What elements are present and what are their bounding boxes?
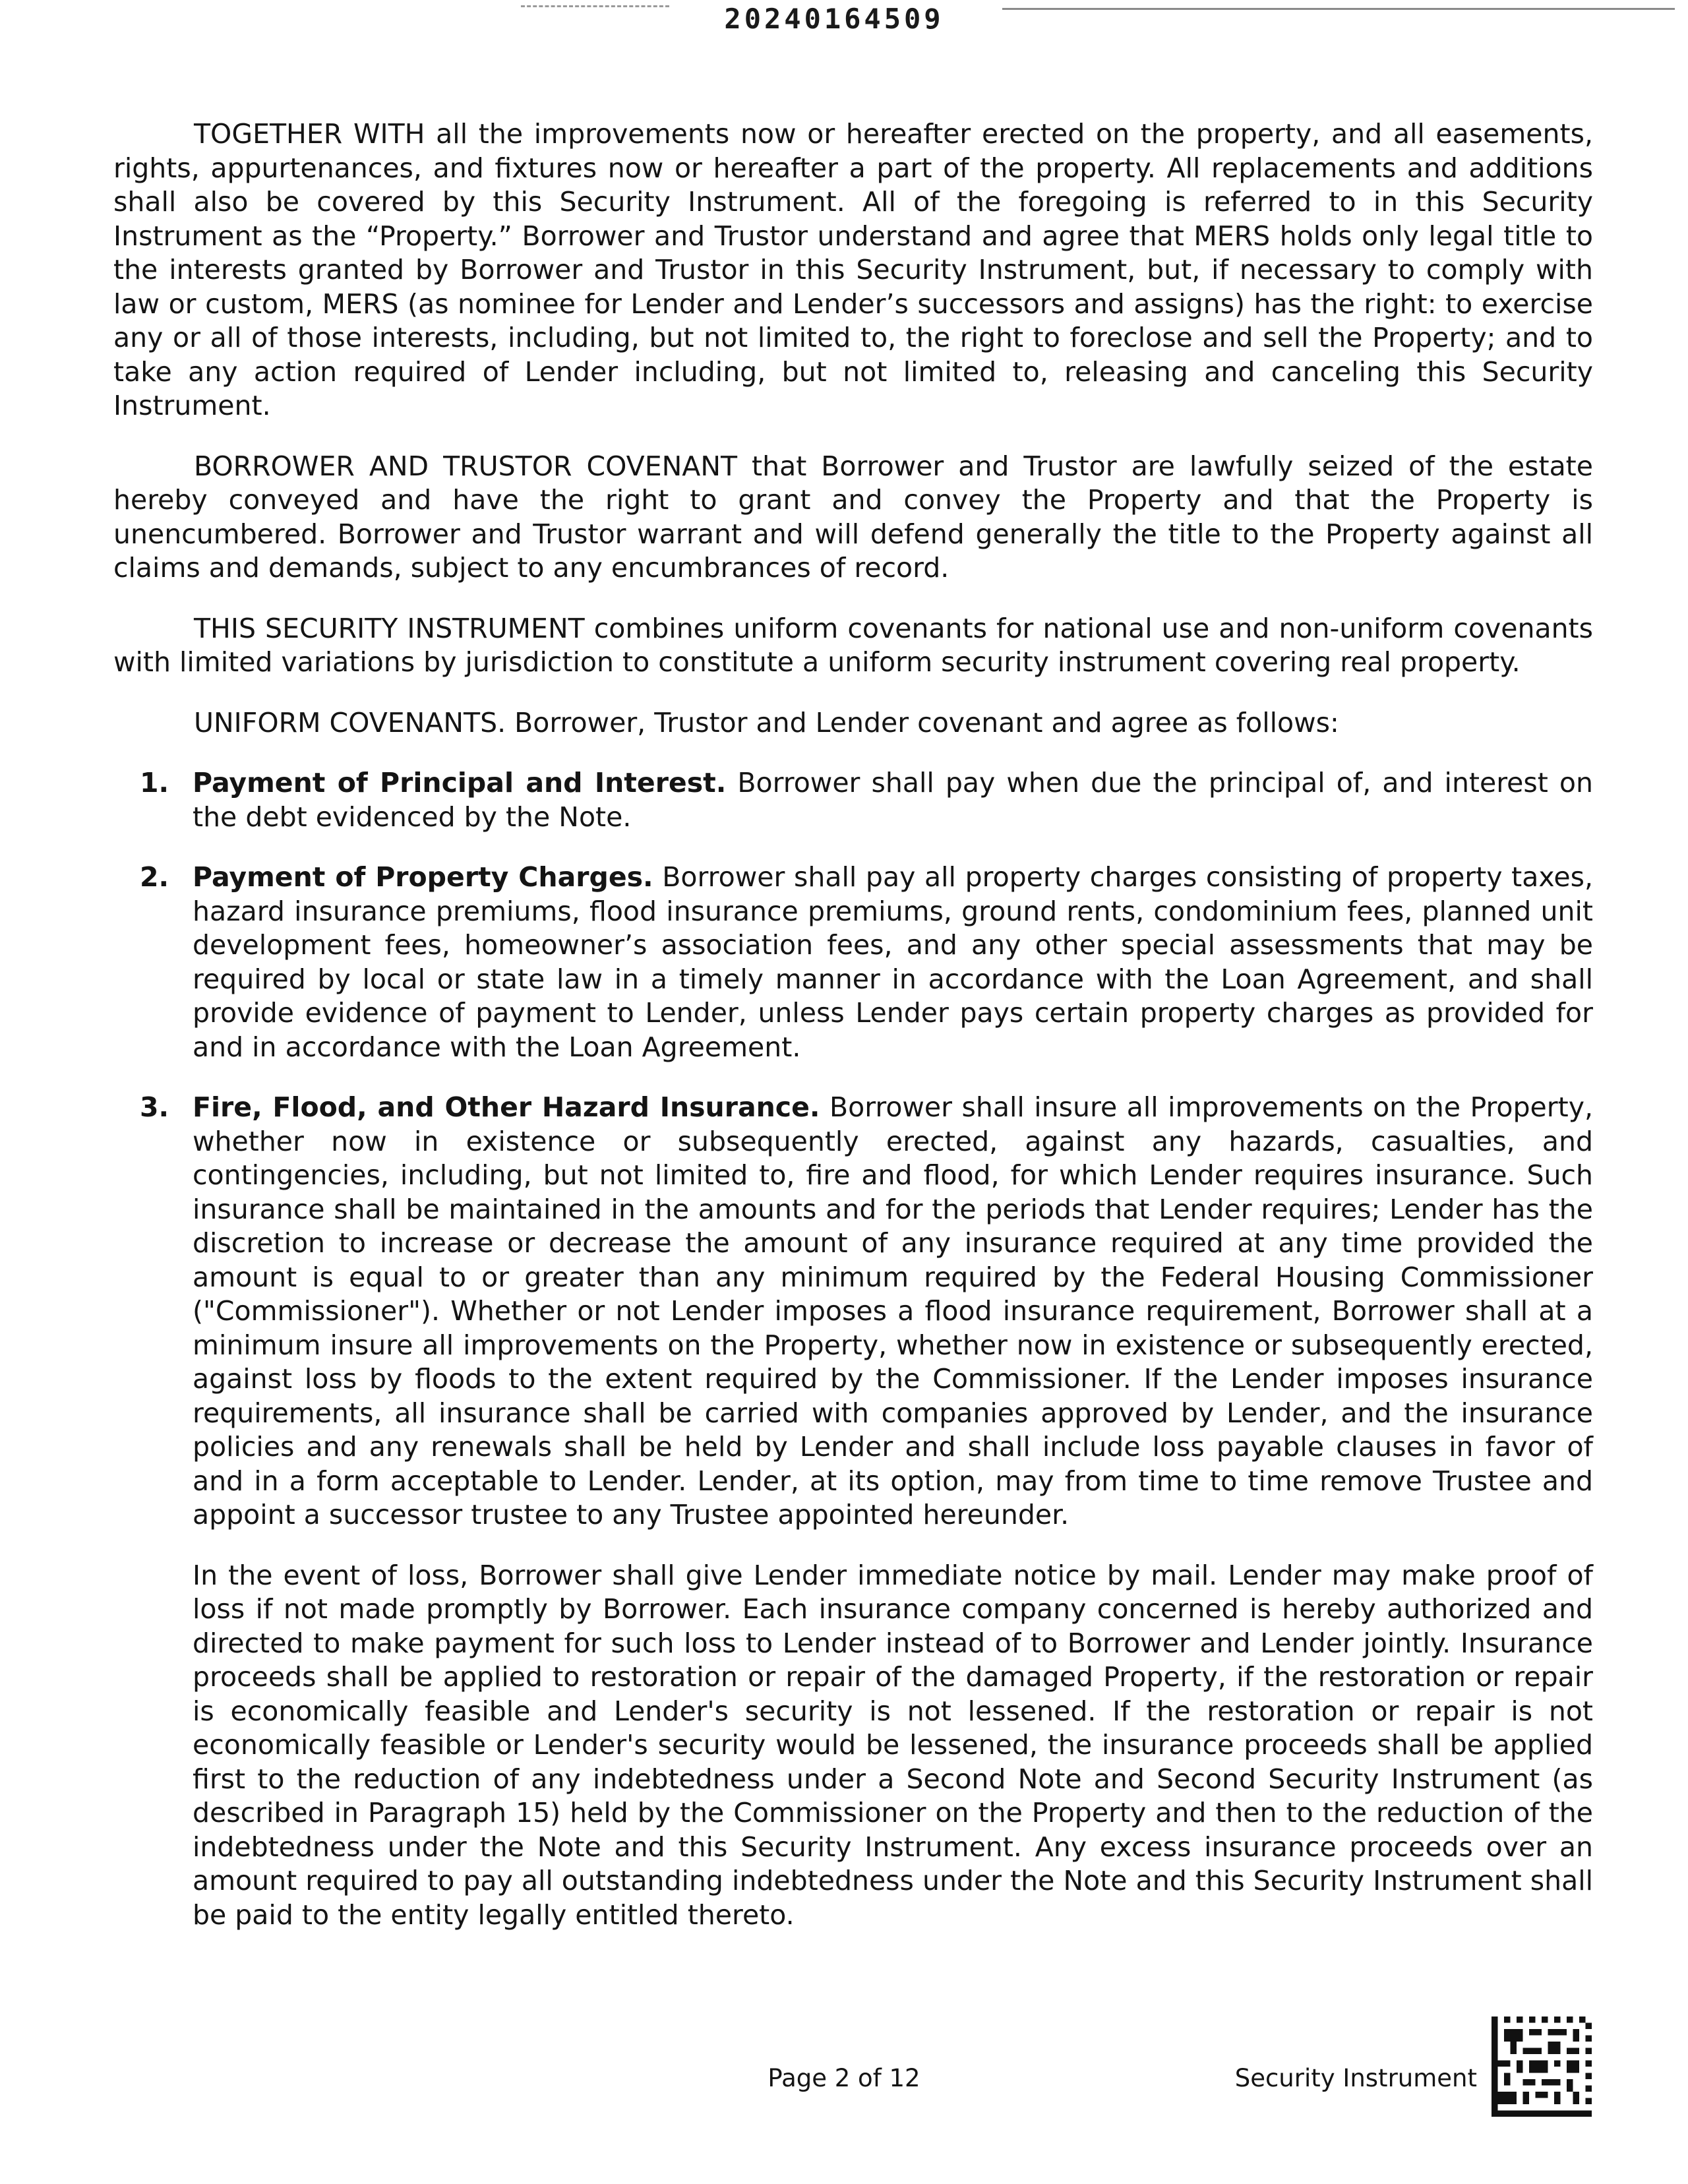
item-number: 1. [140, 767, 169, 799]
uniform-covenants-paragraph: UNIFORM COVENANTS. Borrower, Trustor and Lender covenant and agree as follows: [194, 706, 1339, 739]
covenant-item-1 [113, 766, 1593, 834]
security-instrument-paragraph: THIS SECURITY INSTRUMENT combines uniform covenants for national use and non-uniform covenants with limited variations by jurisdiction to constitute a uniform security instrument covering real property. [113, 612, 1593, 678]
covenant-item-3 [113, 1091, 1593, 1532]
together-with-paragraph: TOGETHER WITH all the improvements now or hereafter erected on the property, and all easements, rights, appurtenances, and fixtures now or hereafter a part of the property. All replacements and additions shall also be covered by this Security Instrument. All of the foregoing is referred to in this Security Instrument as the “Property.” Borrower and Trustor understand and agree that MERS holds only legal title to the interests granted by Borrower and Trustor in this Security Instrument, but, if necessary to comply with law or custom, MERS (as nominee for Lender and Lender’s successors and assigns) has the right: to exercise any or all of those interests, including, but not limited to, the right to foreclose and sell the Property; and to take any action required of Lender including, but not limited to, releasing and canceling this Security Instrument. [113, 118, 1593, 421]
item-number: 3. [140, 1091, 169, 1123]
item-heading: Fire, Flood, and Other Hazard Insurance. [193, 1091, 820, 1123]
covenant-paragraph: BORROWER AND TRUSTOR COVENANT that Borrower and Trustor are lawfully seized of the estate hereby conveyed and have the right to grant and convey the Property and that the Property is unencumbered. Borrower and Trustor warrant and will defend generally the title to the Property against all claims and demands, subject to any encumbrances of record. [113, 450, 1593, 584]
2d-barcode-icon [1492, 2017, 1592, 2117]
covenant-item-3-continuation [113, 1559, 1593, 1933]
page-number: Page 2 of 12 [768, 2064, 920, 2092]
item-continuation-text: In the event of loss, Borrower shall give Lender immediate notice by mail. Lender may make proof of loss if not made promptly by Borrower. Each insurance company concerned is hereby authorized and directed to make payment for such loss to Lender instead of to Borrower and Lender jointly. Insurance proceeds shall be applied to restoration or repair of the damaged Property, if the restoration or repair is economically feasible and Lender's security is not lessened. If the restoration or repair is not economically feasible or Lender's security would be lessened, the insurance proceeds shall be applied first to the reduction of any indebtedness under a Second Note and Second Security Instrument (as described in Paragraph 15) held by the Commissioner on the Property and then to the reduction of the indebtedness under the Note and this Security Instrument. Any excess insurance proceeds over an amount required to pay all outstanding indebtedness under the Note and this Security Instrument shall be paid to the entity legally entitled thereto. [193, 1559, 1593, 1931]
document-body [113, 117, 1593, 1958]
item-text: Borrower shall insure all improvements on the Property, whether now in existence or subsequently erected, against any hazards, casualties, and contingencies, including, but not limited to, fire and flood, for which Lender requires insurance. Such insurance shall be maintained in the amounts and for the periods that Lender requires; Lender has the discretion to increase or decrease the amount of any insurance required at any time provided the amount is equal to or greater than any minimum required by the Federal Housing Commissioner ("Commissioner"). Whether or not Lender imposes a flood insurance requirement, Borrower shall at a minimum insure all improvements on the Property, whether now in existence or subsequently erected, against loss by floods to the extent required by the Commissioner. If the Lender imposes insurance requirements, all insurance shall be carried with companies approved by Lender, and the insurance policies and any renewals shall be held by Lender and shall include loss payable clauses in favor of and in a form acceptable to Lender. Lender, at its option, may from time to time remove Trustee and appoint a successor trustee to any Trustee appointed hereunder. [193, 1091, 1593, 1531]
item-heading: Payment of Property Charges. [193, 861, 653, 893]
document-footer [0, 2051, 1688, 2183]
item-text: Borrower shall pay when due the principal of, and interest on the debt evidenced by the Note. [193, 767, 1594, 833]
item-body [193, 766, 1593, 834]
header-rule-right [1002, 8, 1675, 10]
item-heading: Payment of Principal and Interest. [193, 767, 727, 799]
item-body [193, 861, 1593, 1064]
covenant-item-2 [113, 861, 1593, 1064]
item-text: Borrower shall pay all property charges consisting of property taxes, hazard insurance premiums, flood insurance premiums, ground rents, condominium fees, planned unit development fees, homeowner’s association fees, and any other special assessments that may be required by local or state law in a timely manner in accordance with the Loan Agreement, and shall provide evidence of payment to Lender, unless Lender pays certain property charges as provided for and in accordance with the Loan Agreement. [193, 861, 1593, 1063]
item-body [193, 1091, 1593, 1532]
document-name: Security Instrument [1234, 2064, 1477, 2092]
document-header [0, 0, 1688, 46]
header-rule-left [521, 5, 669, 7]
item-number: 2. [140, 861, 169, 893]
recording-number: 20240164509 [724, 3, 944, 35]
